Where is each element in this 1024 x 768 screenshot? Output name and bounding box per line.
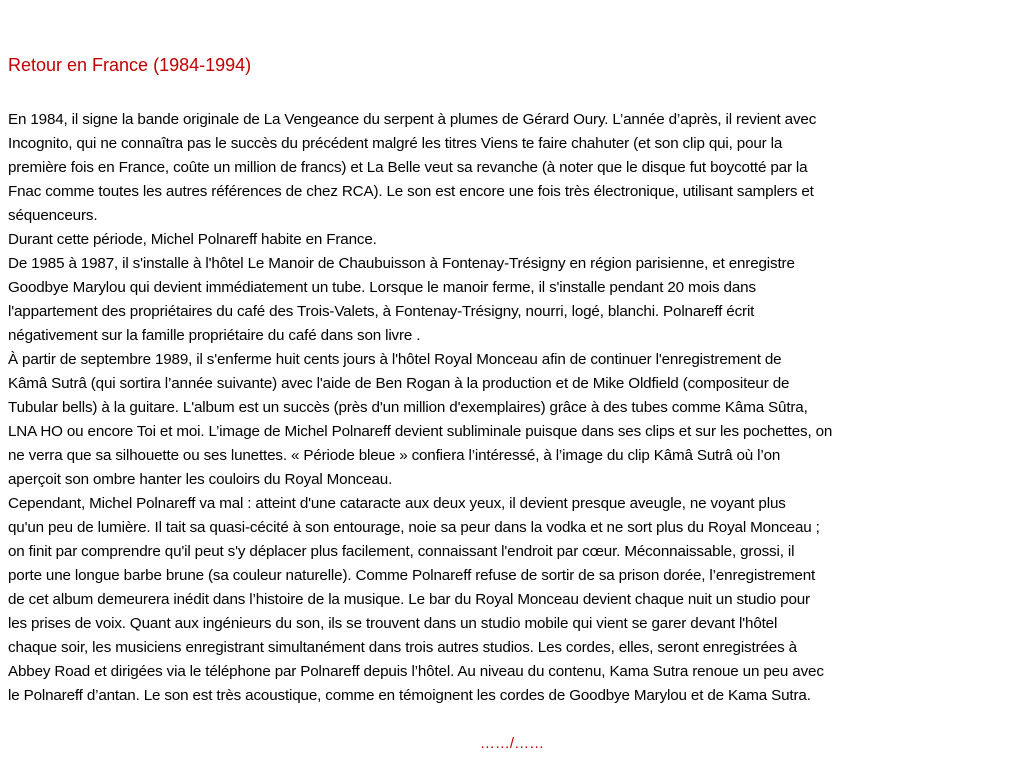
body-line: Incognito, qui ne connaîtra pas le succès du précédent malgré les titres Viens te faire chahuter (et son clip qui, pour la bbox=[8, 135, 783, 152]
body-line: Cependant, Michel Polnareff va mal : atteint d'une cataracte aux deux yeux, il devient presque aveugle, ne voyant plus bbox=[8, 495, 786, 512]
body-line: on finit par comprendre qu'il peut s'y déplacer plus facilement, connaissant l'endroit par cœur. Méconnaissable, grossi, il bbox=[8, 543, 795, 560]
section-title: Retour en France (1984-1994) bbox=[8, 55, 252, 75]
body-line: ne verra que sa silhouette ou ses lunettes. « Période bleue » confiera l’intéressé, à l’image du clip Kâmâ Sutrâ où l’on bbox=[8, 447, 781, 464]
body-line: LNA HO ou encore Toi et moi. L’image de Michel Polnareff devient subliminale puisque dans ses clips et sur les pochettes, on bbox=[8, 423, 833, 440]
body-line: qu'un peu de lumière. Il tait sa quasi-cécité à son entourage, noie sa peur dans la vodka et ne sort plus du Royal Monceau ; bbox=[8, 519, 820, 536]
body-line: les prises de voix. Quant aux ingénieurs du son, ils se trouvent dans un studio mobile qui vient se garer devant l'hôtel bbox=[8, 615, 778, 632]
body-line: l'appartement des propriétaires du café des Trois-Valets, à Fontenay-Trésigny, nourri, logé, blanchi. Polnareff écrit bbox=[8, 303, 755, 320]
body-line: Kâmâ Sutrâ (qui sortira l’année suivante) avec l'aide de Ben Rogan à la production et de Mike Oldfield (compositeur de bbox=[8, 375, 790, 392]
body-line: Durant cette période, Michel Polnareff habite en France. bbox=[8, 231, 377, 248]
body-line: de cet album demeurera inédit dans l’histoire de la musique. Le bar du Royal Monceau devient chaque nuit un studio pour bbox=[8, 591, 810, 608]
body-line: De 1985 à 1987, il s'installe à l'hôtel Le Manoir de Chaubuisson à Fontenay-Trésigny en région parisienne, et enregistre bbox=[8, 255, 795, 272]
body-line: négativement sur la famille propriétaire du café dans son livre . bbox=[8, 327, 421, 344]
body-line: aperçoit son ombre hanter les couloirs du Royal Monceau. bbox=[8, 471, 393, 488]
body-line: À partir de septembre 1989, il s'enferme huit cents jours à l'hôtel Royal Monceau afin de continuer l'enregistrement de bbox=[8, 351, 782, 368]
body-line: En 1984, il signe la bande originale de La Vengeance du serpent à plumes de Gérard Oury. L’année d’après, il revient avec bbox=[8, 111, 817, 128]
body-line: Goodbye Marylou qui devient immédiatement un tube. Lorsque le manoir ferme, il s'installe pendant 20 mois dans bbox=[8, 279, 756, 296]
body-line: Abbey Road et dirigées via le téléphone par Polnareff depuis l’hôtel. Au niveau du contenu, Kama Sutra renoue un peu avec bbox=[8, 663, 824, 680]
continuation-marker: ……/…… bbox=[479, 735, 545, 752]
body-line: porte une longue barbe brune (sa couleur naturelle). Comme Polnareff refuse de sortir de sa prison dorée, l’enregistrement bbox=[8, 567, 816, 584]
body-line: Tubular bells) à la guitare. L'album est un succès (près d'un million d'exemplaires) grâce à des tubes comme Kâma Sûtra, bbox=[8, 399, 808, 416]
body-line: le Polnareff d’antan. Le son est très acoustique, comme en témoignent les cordes de Goodbye Marylou et de Kama Sutra. bbox=[8, 687, 811, 704]
body-text bbox=[8, 108, 1018, 708]
body-line: chaque soir, les musiciens enregistrant simultanément dans trois autres studios. Les cordes, elles, seront enregistrées à bbox=[8, 639, 797, 656]
body-line: Fnac comme toutes les autres références de chez RCA). Le son est encore une fois très électronique, utilisant samplers et bbox=[8, 183, 814, 200]
body-line: première fois en France, coûte un million de francs) et La Belle veut sa revanche (à noter que le disque fut boycotté par la bbox=[8, 159, 808, 176]
body-line: séquenceurs. bbox=[8, 207, 98, 224]
